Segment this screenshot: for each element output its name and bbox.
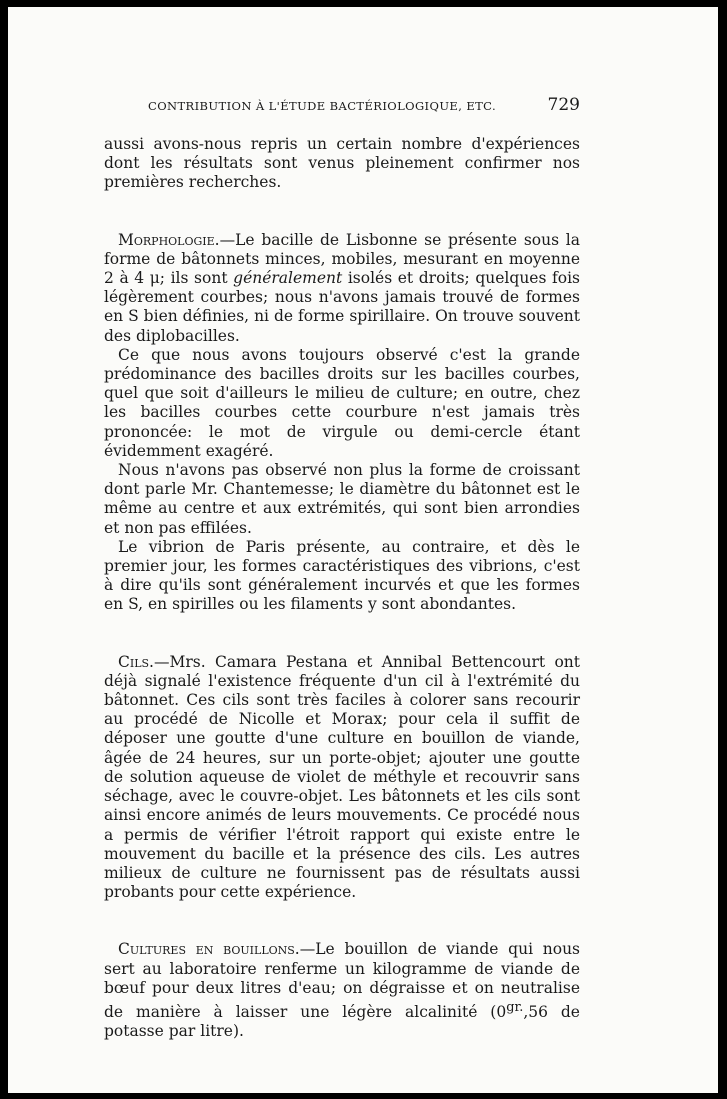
section-morphologie (104, 231, 580, 615)
section-cils (104, 653, 580, 903)
page-body (104, 135, 580, 1041)
cils-paragraph: Cils.—Mrs. Camara Pestana et Annibal Bettencourt ont déjà signalé l'existence fréquente d'un cil à l'extrémité du bâtonnet. Ces cils sont très faciles à colorer sans recourir au procédé de Nicolle et Morax; pour cela il suffit de déposer une goutte d'une culture en bouillon de viande, âgée de 24 heures, sur un porte-objet; ajouter une goutte de solution aqueuse de violet de méthyle et recouvrir sans séchage, avec le couvre-objet. Les bâtonnets et les cils sont ainsi encore animés de leurs mouvements. Ce procédé nous a permis de vérifier l'étroit rapport qui existe entre le mouvement du bacille et la présence des cils. Les autres milieux de culture ne fournissent pas de résultats aussi probants pour cette expérience. (104, 652, 580, 902)
morphologie-paragraph-2: Ce que nous avons toujours observé c'est la grande prédominance des bacilles droits sur les bacilles courbes, quel que soit d'ailleurs le milieu de culture; en outre, chez les bacilles courbes cette courbure n'est jamais très prononcée: le mot de virgule ou demi-cercle étant évidemment exagéré. (104, 345, 580, 460)
morphologie-paragraph-1: Morphologie.—Le bacille de Lisbonne se présente sous la forme de bâtonnets minces, mobiles, mesurant en moyenne 2 à 4 μ; ils sont généralement isolés et droits; quelques fois légèrement courbes; nous n'avons jamais trouvé de formes en S bien définies, ni de forme spirillaire. On trouve souvent des diplobacilles. (104, 230, 580, 345)
cils-heading: Cils. (118, 652, 154, 671)
intro-paragraph: aussi avons-nous repris un certain nombre d'expériences dont les résultats sont venus pleinement confirmer nos premières recherches. (104, 135, 580, 192)
page-number: 729 (547, 95, 580, 115)
book-page (8, 7, 718, 1093)
cultures-paragraph: Cultures en bouillons.—Le bouillon de viande qui nous sert au laboratoire renferme un kilogramme de viande de bœuf pour deux litres d'eau; on dégraisse et on neutralise de manière à laisser une légère alcalinité ($0^{gr.},56$ de potasse par litre). (104, 940, 581, 1041)
micron-symbol: μ (149, 269, 160, 288)
cultures-heading: Cultures en bouillons. (118, 940, 300, 959)
morphologie-paragraph-4: Le vibrion de Paris présente, au contraire, et dès le premier jour, les formes caractéristiques des vibrions, c'est à dire qu'ils sont généralement incurvés et que les formes en S, en spirilles ou les filaments y sont abondantes. (104, 537, 580, 614)
page-header (148, 95, 580, 115)
unit-superscript: gr. (506, 999, 524, 1015)
emphasis: généralement (233, 269, 343, 288)
running-title: CONTRIBUTION À L'ÉTUDE BACTÉRIOLOGIQUE, ETC. (148, 99, 497, 113)
morphologie-paragraph-3: Nous n'avons pas observé non plus la forme de croissant dont parle Mr. Chantemesse; le diamètre du bâtonnet est le même au centre et aux extrémités, qui sont bien arrondies et non pas effilées. (104, 461, 580, 537)
morphologie-heading: Morphologie. (118, 230, 220, 249)
section-cultures (104, 940, 580, 1041)
